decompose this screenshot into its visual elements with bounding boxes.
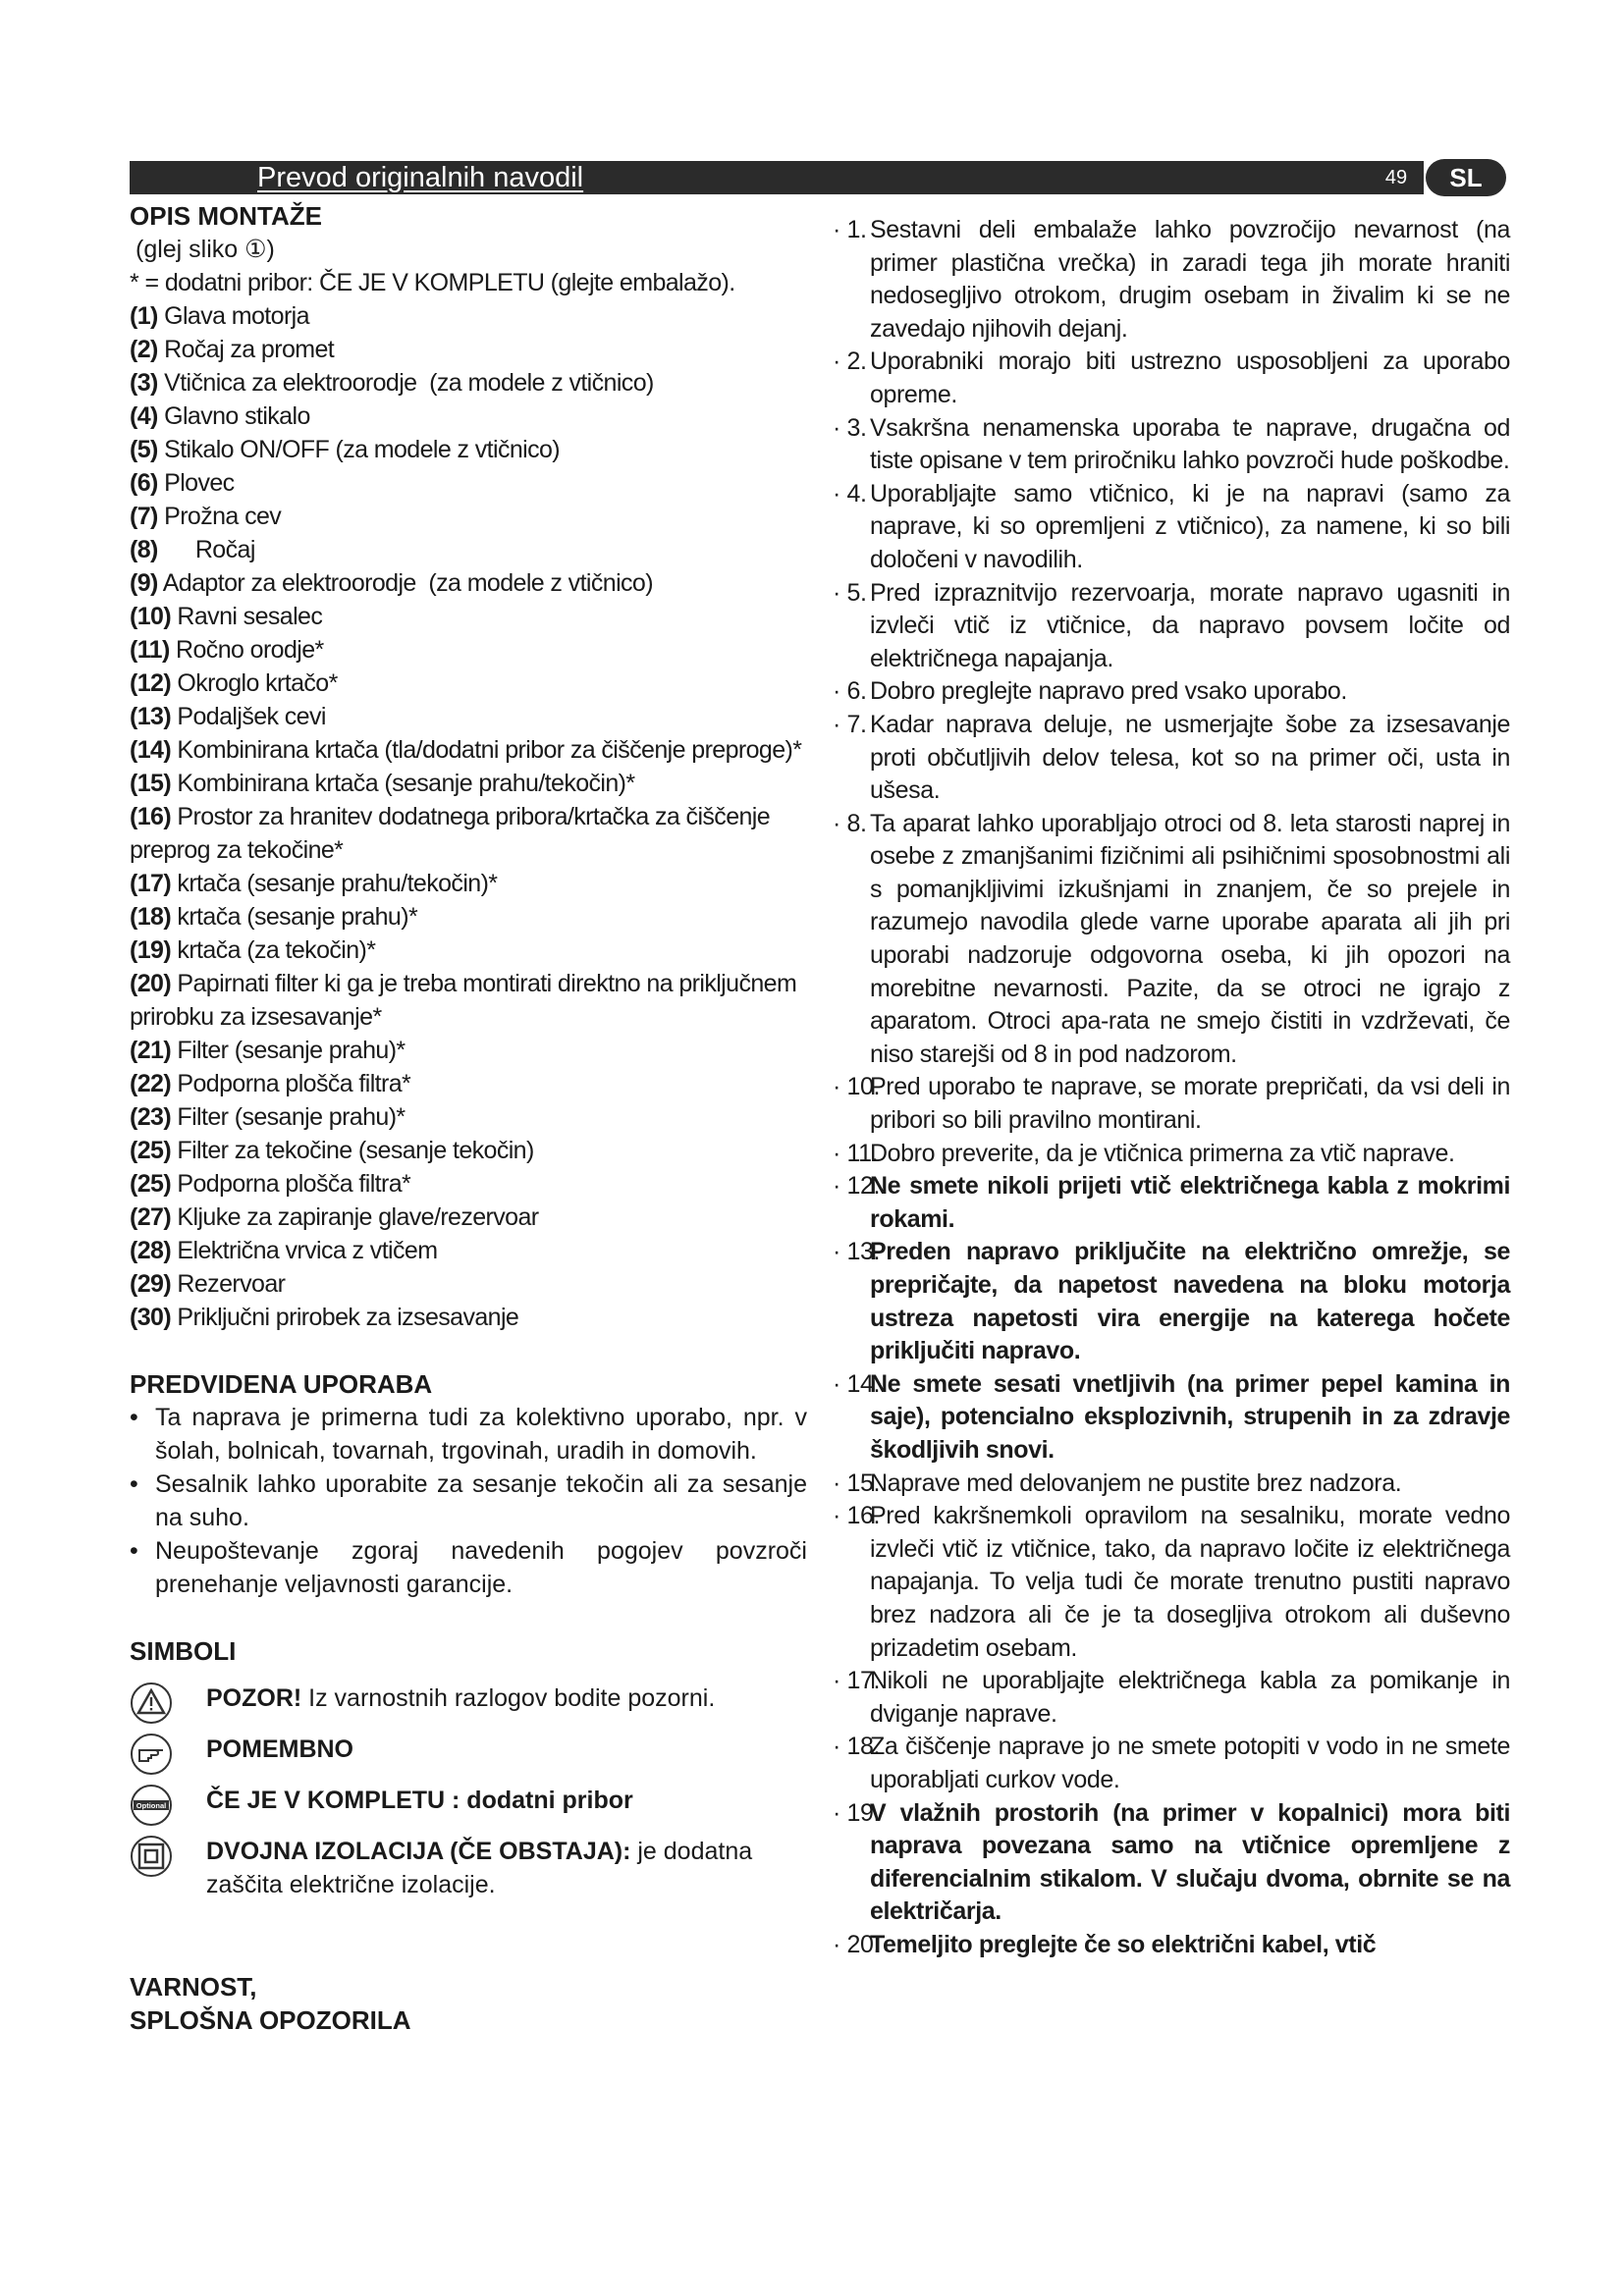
part-item <box>130 1167 807 1201</box>
safety-warnings-list <box>833 214 1510 1961</box>
warning-number: · 12. <box>833 1172 881 1201</box>
part-item <box>130 967 807 1034</box>
part-label: Ravni sesalec <box>177 603 323 630</box>
part-label: krtača (sesanje prahu)* <box>177 903 418 931</box>
part-number: (8) <box>130 536 158 563</box>
part-item <box>130 700 807 733</box>
warning-item <box>833 1170 1510 1236</box>
part-number: (10) <box>130 603 172 630</box>
optional-icon-text: Optional <box>135 1801 167 1810</box>
warning-number: · 15. <box>833 1468 881 1497</box>
part-item <box>130 1034 807 1067</box>
part-label: Kombinirana krtača (sesanje prahu/tekočin)* <box>177 770 635 797</box>
warning-text: Za čiščenje naprave jo ne smete potopiti v vodo in ne smete uporabljati curkov vode. <box>870 1733 1510 1793</box>
warning-text: Pred kakršnemkoli opravilom na sesalniku, morate vedno izvleči vtič iz vtičnice, tako, da napravo ločite iz električnega napajanja. To velja tudi če morate trenutno pustiti napravo brez nadzora ali če je ta dosegljiva otrokom ali duševno prizadetim osebam. <box>870 1502 1510 1662</box>
part-number: (7) <box>130 503 158 530</box>
warning-number: · 19. <box>833 1798 881 1827</box>
part-label: Glava motorja <box>164 302 309 330</box>
warning-text: Pred uporabo te naprave, se morate prepričati, da vsi deli in pribori so bili pravilno montirani. <box>870 1073 1510 1135</box>
page-number: 49 <box>1384 167 1408 188</box>
bullet-icon: • <box>130 1404 138 1431</box>
warning-text: Uporabniki morajo biti ustrezno usposobljeni za uporabo opreme. <box>870 347 1510 408</box>
part-item <box>130 1134 807 1167</box>
symbols-title: SIMBOLI <box>130 1636 237 1666</box>
warning-item <box>833 1797 1510 1929</box>
part-number: (20) <box>130 970 172 997</box>
symbol-row <box>130 1784 807 1827</box>
part-number: (18) <box>130 903 172 931</box>
parts-list <box>130 299 807 1334</box>
warning-number: · 18. <box>833 1733 881 1761</box>
part-item <box>130 900 807 934</box>
part-item <box>130 566 807 600</box>
part-item <box>130 500 807 533</box>
warning-text: Ta aparat lahko uporabljajo otroci od 8. leta starosti naprej in osebe z zmanjšanimi fizičnimi ali psihičnimi sposobnostmi ali s pomanjkljivimi izkušnjami in znanjem, če so prejele in razumejo navodila glede varne uporabe aparata ali jih pri uporabi nadzoruje odgovorna oseba, ki jih opozori na morebitne nevarnosti. Pazite, da se otroci ne igrajo z aparatom. Otroci apa-rata ne smejo čistiti in vzdrževati, če niso starejši od 8 in pod nadzorom. <box>870 809 1510 1068</box>
warning-number: · 17. <box>833 1667 881 1695</box>
intended-use-text: Sesalnik lahko uporabite za sesanje tekočin ali za sesanje na suho. <box>155 1470 807 1531</box>
part-number: (1) <box>130 302 158 330</box>
part-label: Adaptor za elektroorodje (za modele z vtičnico) <box>162 569 653 597</box>
assembly-title: OPIS MONTAŽE <box>130 201 322 231</box>
part-label: Podporna plošča filtra* <box>177 1170 411 1198</box>
part-label: Filter (sesanje prahu)* <box>177 1037 406 1064</box>
part-item <box>130 433 807 466</box>
part-label: Stikalo ON/OFF (za modele z vtičnico) <box>164 436 561 463</box>
warning-item <box>833 1368 1510 1468</box>
see-figure: (glej sliko ①) <box>135 236 275 263</box>
warning-item <box>833 709 1510 808</box>
warning-number: · 1. <box>833 216 867 243</box>
part-label: Plovec <box>164 469 235 497</box>
language-badge: SL <box>1426 159 1506 196</box>
part-number: (13) <box>130 703 172 730</box>
pointing-hand-icon <box>130 1733 173 1776</box>
part-label: Papirnati filter ki ga je treba montirati direktno na priključnem prirobku za izsesavanje* <box>130 970 803 1031</box>
warning-item <box>833 346 1510 411</box>
part-number: (23) <box>130 1103 172 1131</box>
part-item <box>130 633 807 667</box>
warning-text: Dobro preglejte napravo pred vsako uporabo. <box>870 677 1347 706</box>
part-number: (19) <box>130 936 172 964</box>
part-item <box>130 400 807 433</box>
part-item <box>130 1201 807 1234</box>
part-number: (29) <box>130 1270 172 1298</box>
warning-item <box>833 1665 1510 1731</box>
warning-text: Uporabljajte samo vtičnico, ki je na napravi (samo za naprave, ki so opremljeni z vtičnico), za namene, ki so bili določeni v navodilih. <box>870 479 1510 573</box>
intended-use-text: Ta naprava je primerna tudi za kolektivno uporabo, npr. v šolah, bolnicah, tovarnah, trgovinah, uradih in domovih. <box>155 1404 807 1465</box>
warning-number: · 6. <box>833 677 867 706</box>
warning-text: Vsakršna nenamenska uporaba te naprave, drugačna od tiste opisane v tem priročniku lahko povzroči hude poškodbe. <box>870 413 1510 475</box>
part-item <box>130 333 807 366</box>
symbol-row <box>130 1682 807 1725</box>
warning-bold-text: V vlažnih prostorih (na primer v kopalnici) mora biti naprava povezana samo na vtičnice opremljene z diferencialnim stikalom. V slučaju dvoma, obrnite se na električarja. <box>870 1798 1510 1926</box>
intended-use-text: Neupoštevanje zgoraj navedenih pogojev povzroči prenehanje veljavnosti garancije. <box>155 1537 807 1598</box>
part-item <box>130 533 807 566</box>
part-number: (6) <box>130 469 158 497</box>
part-label: Filter za tekočine (sesanje tekočin) <box>177 1137 534 1164</box>
optional-note: * = dodatni pribor: ČE JE V KOMPLETU (glejte embalažo). <box>130 269 735 296</box>
warning-item <box>833 1500 1510 1665</box>
part-item <box>130 733 807 767</box>
part-number: (25) <box>130 1137 172 1164</box>
part-label: Podporna plošča filtra* <box>177 1070 411 1097</box>
warning-item <box>833 675 1510 709</box>
symbol-bold: POZOR! <box>206 1684 302 1712</box>
warning-item <box>833 1138 1510 1171</box>
symbol-text: je dodatna zaščita električne izolacije. <box>206 1838 753 1898</box>
symbol-bold: ČE JE V KOMPLETU : dodatni pribor <box>206 1787 633 1814</box>
part-number: (27) <box>130 1203 172 1231</box>
warning-bold-text: Ne smete sesati vnetljivih (na primer pepel kamina in saje), potencialno eksplozivnih, strupenih in za zdravje škodljivih snovi. <box>870 1369 1510 1464</box>
intended-use-list <box>130 1401 807 1601</box>
part-number: (9) <box>130 569 158 597</box>
part-item <box>130 800 807 867</box>
part-number: (15) <box>130 770 172 797</box>
part-number: (17) <box>130 870 172 897</box>
warning-text: Naprave med delovanjem ne pustite brez nadzora. <box>870 1468 1402 1497</box>
part-number: (16) <box>130 803 172 830</box>
part-item <box>130 466 807 500</box>
warning-item <box>833 214 1510 346</box>
symbol-row <box>130 1733 807 1776</box>
part-number: (11) <box>130 636 170 664</box>
part-item <box>130 1100 807 1134</box>
bullet-icon: • <box>130 1537 138 1565</box>
warning-number: · 14. <box>833 1369 881 1398</box>
warning-number: · 13. <box>833 1238 881 1266</box>
part-number: (5) <box>130 436 158 463</box>
symbol-bold: DVOJNA IZOLACIJA (ČE OBSTAJA): <box>206 1838 631 1865</box>
warning-item <box>833 412 1510 478</box>
part-number: (3) <box>130 369 158 397</box>
bullet-icon: • <box>130 1470 138 1498</box>
part-label: krtača (sesanje prahu/tekočin)* <box>177 870 498 897</box>
warning-item <box>833 478 1510 577</box>
part-item <box>130 1301 807 1334</box>
part-item <box>130 1067 807 1100</box>
part-label: Ročno orodje* <box>176 636 324 664</box>
header-title: Prevod originalnih navodil <box>257 162 584 193</box>
part-number: (25) <box>130 1170 172 1198</box>
part-number: (12) <box>130 669 172 697</box>
part-label: Glavno stikalo <box>164 402 310 430</box>
intended-use-item <box>130 1468 807 1534</box>
part-label: Vtičnica za elektroorodje (za modele z vtičnico) <box>164 369 654 397</box>
part-item <box>130 299 807 333</box>
warning-item <box>833 1929 1510 1962</box>
part-label: Električna vrvica z vtičem <box>177 1237 438 1264</box>
part-label: Filter (sesanje prahu)* <box>177 1103 406 1131</box>
warning-number: · 20. <box>833 1930 881 1958</box>
safety-subtitle: SPLOŠNA OPOZORILA <box>130 2005 411 2035</box>
warning-item <box>833 577 1510 676</box>
warning-item <box>833 808 1510 1072</box>
part-label: Ročaj <box>164 536 255 563</box>
part-item <box>130 1234 807 1267</box>
safety-title: VARNOST, <box>130 1972 257 2002</box>
warning-bold-text: Preden napravo priključite na električno omrežje, se prepričajte, da napetost navedena na bloku motorja ustreza napetosti vira energije na katerega hočete priključiti napravo. <box>870 1238 1510 1365</box>
part-number: (28) <box>130 1237 172 1264</box>
warning-text: Pred izpraznitvijo rezervoarja, morate napravo ugasniti in izvleči vtič iz vtičnice, da napravo povsem ločite od električnega napajanja. <box>870 578 1510 672</box>
part-number: (4) <box>130 402 158 430</box>
optional-badge-icon <box>130 1784 173 1827</box>
warning-item <box>833 1236 1510 1367</box>
warning-text: Dobro preverite, da je vtičnica primerna za vtič naprave. <box>870 1139 1455 1167</box>
warning-number: · 10. <box>833 1073 881 1101</box>
part-number: (14) <box>130 736 172 764</box>
intended-use-item <box>130 1401 807 1468</box>
double-insulation-icon <box>130 1835 173 1878</box>
part-label: Prožna cev <box>164 503 282 530</box>
warning-triangle-icon <box>130 1682 173 1725</box>
warning-number: · 7. <box>833 710 867 738</box>
part-number: (2) <box>130 336 158 363</box>
part-number: (21) <box>130 1037 172 1064</box>
left-column <box>130 199 807 2037</box>
part-label: Okroglo krtačo* <box>177 669 338 697</box>
warning-number: · 8. <box>833 809 867 837</box>
part-label: krtača (za tekočin)* <box>177 936 376 964</box>
part-number: (30) <box>130 1304 172 1331</box>
warning-number: · 4. <box>833 479 867 507</box>
part-item <box>130 1267 807 1301</box>
warning-bold-text: Ne smete nikoli prijeti vtič električnega kabla z mokrimi rokami. <box>870 1172 1510 1233</box>
part-label: Rezervoar <box>177 1270 286 1298</box>
symbol-bold: POMEMBNO <box>206 1735 353 1763</box>
warning-text: Nikoli ne uporabljajte električnega kabla za pomikanje in dviganje naprave. <box>870 1667 1510 1728</box>
warning-number: · 3. <box>833 413 867 442</box>
warning-number: · 16. <box>833 1502 881 1530</box>
part-item <box>130 366 807 400</box>
warning-number: · 2. <box>833 347 867 376</box>
part-item <box>130 600 807 633</box>
warning-item <box>833 1468 1510 1501</box>
part-item <box>130 934 807 967</box>
part-number: (22) <box>130 1070 172 1097</box>
part-label: Podaljšek cevi <box>177 703 326 730</box>
part-item <box>130 767 807 800</box>
warning-item <box>833 1071 1510 1137</box>
warning-item <box>833 1731 1510 1796</box>
symbol-text: Iz varnostnih razlogov bodite pozorni. <box>301 1684 716 1712</box>
warning-number: · 5. <box>833 578 867 607</box>
intended-use-item <box>130 1534 807 1601</box>
warning-number: · 11. <box>833 1139 879 1167</box>
part-label: Kombinirana krtača (tla/dodatni pribor za čiščenje preproge)* <box>177 736 802 764</box>
warning-text: Sestavni deli embalaže lahko povzročijo nevarnost (na primer plastična vrečka) in zaradi tega jih morate hraniti nedosegljivo otrokom, drugim osebam in živalim ki se ne zavedajo njihovih dejanj. <box>870 216 1510 343</box>
part-label: Kljuke za zapiranje glave/rezervoar <box>177 1203 539 1231</box>
part-label: Prostor za hranitev dodatnega pribora/krtačka za čiščenje preprog za tekočine* <box>130 803 777 864</box>
part-label: Priključni prirobek za izsesavanje <box>177 1304 519 1331</box>
warning-text: Kadar naprava deluje, ne usmerjajte šobe za izsesavanje proti občutljivih delov telesa, kot so na primer oči, usta in ušesa. <box>870 710 1510 805</box>
part-label: Ročaj za promet <box>164 336 335 363</box>
warning-bold-text: Temeljito preglejte če so električni kabel, vtič <box>870 1930 1377 1958</box>
part-item <box>130 667 807 700</box>
intended-use-title: PREDVIDENA UPORABA <box>130 1369 433 1399</box>
part-item <box>130 867 807 900</box>
symbol-row <box>130 1835 807 1901</box>
